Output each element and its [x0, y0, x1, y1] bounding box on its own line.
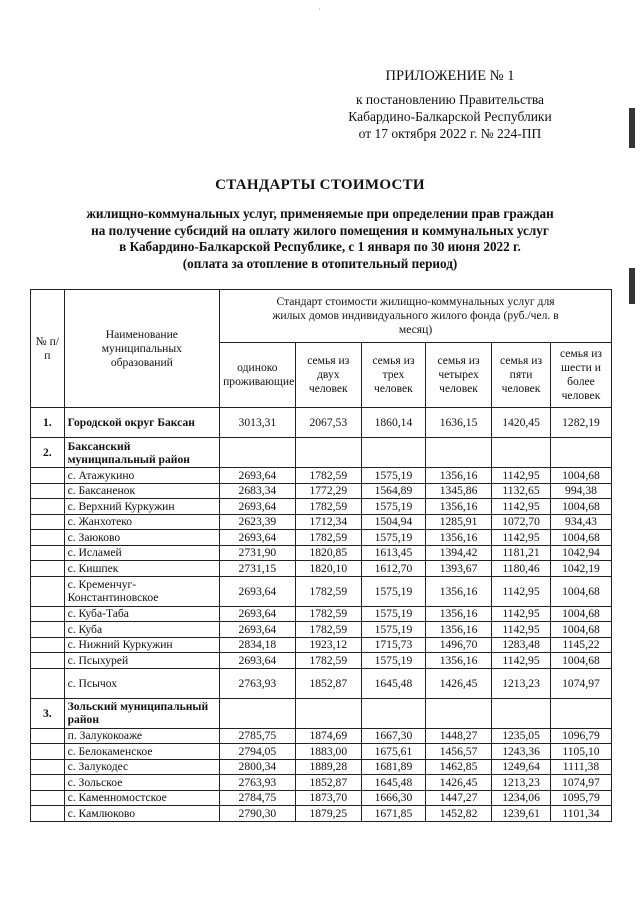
table-row — [31, 606, 612, 622]
cost-value: 1496,70 — [425, 637, 491, 653]
section-row — [31, 698, 612, 728]
appendix-label: ПРИЛОЖЕНИЕ № 1 — [385, 68, 515, 84]
municipality-name: Зольский муниципальный район — [64, 698, 219, 728]
cost-value — [550, 698, 611, 728]
standards-table — [30, 289, 612, 822]
cost-value: 1504,94 — [361, 514, 425, 530]
cost-value: 1042,94 — [550, 545, 611, 561]
table-row — [31, 759, 612, 775]
cost-value: 1820,10 — [295, 561, 361, 577]
col-header-family-2: семья из двух человек — [295, 343, 361, 408]
municipality-name: с. Псычох — [64, 668, 219, 698]
cost-value: 1356,16 — [425, 468, 491, 484]
cost-value: 1235,05 — [492, 728, 551, 744]
municipality-name: с. Баксаненок — [64, 483, 219, 499]
cost-value: 1074,97 — [550, 775, 611, 791]
cost-value: 1356,16 — [425, 576, 491, 606]
cost-value: 1564,89 — [361, 483, 425, 499]
cost-value: 1575,19 — [361, 653, 425, 669]
col-header-family-4: семья из четырех человек — [425, 343, 491, 408]
cost-value: 1234,06 — [492, 790, 551, 806]
cost-value: 1095,79 — [550, 790, 611, 806]
row-number — [31, 483, 65, 499]
cost-value: 1004,68 — [550, 622, 611, 638]
municipality-name: с. Зольское — [64, 775, 219, 791]
document-title: СТАНДАРТЫ СТОИМОСТИ — [215, 177, 425, 193]
row-number — [31, 576, 65, 606]
cost-value: 2763,93 — [220, 668, 296, 698]
municipality-name: с. Нижний Куркужин — [64, 637, 219, 653]
municipality-name: с. Залукодес — [64, 759, 219, 775]
cost-value: 2794,05 — [220, 744, 296, 760]
cost-value: 1575,19 — [361, 576, 425, 606]
cost-value: 1285,91 — [425, 514, 491, 530]
cost-value: 1345,86 — [425, 483, 491, 499]
row-number — [31, 775, 65, 791]
municipality-name: с. Жанхотеко — [64, 514, 219, 530]
cost-value: 1645,48 — [361, 775, 425, 791]
municipality-name: Баксанский муниципальный район — [64, 438, 219, 468]
cost-value: 2067,53 — [295, 408, 361, 438]
municipality-name: с. Камлюково — [64, 806, 219, 822]
cost-value: 1356,16 — [425, 606, 491, 622]
cost-value: 1782,59 — [295, 606, 361, 622]
document-subtitle — [40, 206, 600, 272]
row-number — [31, 668, 65, 698]
cost-value: 2784,75 — [220, 790, 296, 806]
municipality-name: с. Кременчуг-Константиновское — [64, 576, 219, 606]
cost-value: 1575,19 — [361, 468, 425, 484]
cost-value: 1782,59 — [295, 622, 361, 638]
municipality-name: с. Куба — [64, 622, 219, 638]
cost-value: 1447,27 — [425, 790, 491, 806]
cost-value: 1645,48 — [361, 668, 425, 698]
table-row — [31, 790, 612, 806]
row-number: 1. — [31, 408, 65, 438]
cost-value: 1004,68 — [550, 653, 611, 669]
col-header-family-5: семья из пяти человек — [492, 343, 551, 408]
appendix-header — [300, 68, 600, 142]
cost-value: 1782,59 — [295, 499, 361, 515]
cost-value: 1004,68 — [550, 576, 611, 606]
row-number — [31, 530, 65, 546]
cost-value: 2693,64 — [220, 468, 296, 484]
cost-value: 994,38 — [550, 483, 611, 499]
cost-value — [492, 698, 551, 728]
cost-value: 2785,75 — [220, 728, 296, 744]
subtitle-line: жилищно-коммунальных услуг, применяемые при определении прав граждан — [86, 206, 554, 221]
cost-value: 1852,87 — [295, 775, 361, 791]
cost-value: 1879,25 — [295, 806, 361, 822]
cost-value: 1394,42 — [425, 545, 491, 561]
cost-value: 1356,16 — [425, 653, 491, 669]
cost-value: 1004,68 — [550, 530, 611, 546]
municipality-name: с. Псыхурей — [64, 653, 219, 669]
cost-value: 1575,19 — [361, 622, 425, 638]
cost-value: 1243,36 — [492, 744, 551, 760]
cost-value: 1575,19 — [361, 606, 425, 622]
row-number — [31, 499, 65, 515]
cost-value — [295, 438, 361, 468]
scan-edge-mark — [629, 268, 635, 304]
row-number — [31, 606, 65, 622]
row-number — [31, 653, 65, 669]
cost-value — [550, 438, 611, 468]
table-row — [31, 775, 612, 791]
cost-value: 1782,59 — [295, 576, 361, 606]
municipality-name: п. Залукокоаже — [64, 728, 219, 744]
cost-value: 1883,00 — [295, 744, 361, 760]
cost-value — [295, 698, 361, 728]
cost-value: 1142,95 — [492, 606, 551, 622]
cost-value: 1675,61 — [361, 744, 425, 760]
cost-value: 1852,87 — [295, 668, 361, 698]
col-header-family-6: семья из шести и более человек — [550, 343, 611, 408]
table-row — [31, 468, 612, 484]
cost-value: 1142,95 — [492, 468, 551, 484]
cost-value: 1072,70 — [492, 514, 551, 530]
municipality-name: с. Атажукино — [64, 468, 219, 484]
cost-value — [492, 438, 551, 468]
cost-value: 1213,23 — [492, 775, 551, 791]
table-row — [31, 483, 612, 499]
col-header-group: Стандарт стоимости жилищно-коммунальных услуг для жилых домов индивидуального жилого фонда (руб./чел. в месяц) — [220, 290, 612, 343]
table-row — [31, 499, 612, 515]
cost-value: 3013,31 — [220, 408, 296, 438]
table-row — [31, 545, 612, 561]
municipality-name: с. Исламей — [64, 545, 219, 561]
subtitle-line: на получение субсидий на оплату жилого помещения и коммунальных услуг — [91, 222, 549, 238]
cost-value: 1004,68 — [550, 499, 611, 515]
table-row — [31, 653, 612, 669]
cost-value: 1096,79 — [550, 728, 611, 744]
row-number — [31, 545, 65, 561]
table-row — [31, 728, 612, 744]
row-number — [31, 790, 65, 806]
cost-value: 1356,16 — [425, 499, 491, 515]
cost-value: 1923,12 — [295, 637, 361, 653]
cost-value: 1180,46 — [492, 561, 551, 577]
cost-value: 1356,16 — [425, 622, 491, 638]
cost-value: 1456,57 — [425, 744, 491, 760]
cost-value — [361, 698, 425, 728]
row-number — [31, 561, 65, 577]
cost-value: 2693,64 — [220, 576, 296, 606]
cost-value: 1874,69 — [295, 728, 361, 744]
cost-value: 1612,70 — [361, 561, 425, 577]
cost-value: 2790,30 — [220, 806, 296, 822]
cost-value: 1042,19 — [550, 561, 611, 577]
cost-value: 1452,82 — [425, 806, 491, 822]
cost-value: 1213,23 — [492, 668, 551, 698]
cost-value: 1142,95 — [492, 499, 551, 515]
cost-value: 2693,64 — [220, 622, 296, 638]
municipality-name: с. Кишпек — [64, 561, 219, 577]
cost-value: 1820,85 — [295, 545, 361, 561]
subtitle-line: (оплата за отопление в отопительный период) — [182, 255, 458, 271]
col-header-family-3: семья из трех человек — [361, 343, 425, 408]
cost-value: 1873,70 — [295, 790, 361, 806]
cost-value: 2693,64 — [220, 499, 296, 515]
cost-value: 1889,28 — [295, 759, 361, 775]
cost-value: 1393,67 — [425, 561, 491, 577]
row-number — [31, 744, 65, 760]
table-body — [31, 408, 612, 822]
subtitle-line: в Кабардино-Балкарской Республике, с 1 января по 30 июня 2022 г. — [119, 239, 521, 254]
cost-value: 2731,15 — [220, 561, 296, 577]
cost-value: 1575,19 — [361, 530, 425, 546]
cost-value: 1142,95 — [492, 653, 551, 669]
row-number — [31, 728, 65, 744]
cost-value: 2623,39 — [220, 514, 296, 530]
col-header-number: № п/п — [31, 290, 65, 408]
table-row — [31, 744, 612, 760]
table-row — [31, 668, 612, 698]
municipality-name: с. Заюково — [64, 530, 219, 546]
row-number — [31, 759, 65, 775]
cost-value: 1283,48 — [492, 637, 551, 653]
table-row — [31, 561, 612, 577]
cost-value: 1782,59 — [295, 530, 361, 546]
cost-value: 1448,27 — [425, 728, 491, 744]
table-header — [31, 290, 612, 408]
table-row — [31, 637, 612, 653]
cost-value: 1426,45 — [425, 775, 491, 791]
row-number: 2. — [31, 438, 65, 468]
table-row — [31, 806, 612, 822]
municipality-name: Городской округ Баксан — [64, 408, 219, 438]
table-row — [31, 622, 612, 638]
cost-value: 1681,89 — [361, 759, 425, 775]
cost-value: 1772,29 — [295, 483, 361, 499]
row-number: 3. — [31, 698, 65, 728]
cost-value: 1782,59 — [295, 468, 361, 484]
table-row — [31, 530, 612, 546]
municipality-name: с. Куба-Таба — [64, 606, 219, 622]
cost-value: 2800,34 — [220, 759, 296, 775]
municipality-name: с. Верхний Куркужин — [64, 499, 219, 515]
cost-value: 1074,97 — [550, 668, 611, 698]
cost-value: 1671,85 — [361, 806, 425, 822]
cost-value: 1142,95 — [492, 622, 551, 638]
col-header-single: одиноко проживающие — [220, 343, 296, 408]
col-header-name: Наименование муниципальных образований — [64, 290, 219, 408]
cost-value: 1101,34 — [550, 806, 611, 822]
cost-value: 1426,45 — [425, 668, 491, 698]
cost-value: 1181,21 — [492, 545, 551, 561]
cost-value: 2693,64 — [220, 653, 296, 669]
cost-value: 1356,16 — [425, 530, 491, 546]
cost-value: 1145,22 — [550, 637, 611, 653]
cost-value: 1239,61 — [492, 806, 551, 822]
cost-value: 1782,59 — [295, 653, 361, 669]
row-number — [31, 514, 65, 530]
cost-value: 1667,30 — [361, 728, 425, 744]
cost-value: 1004,68 — [550, 468, 611, 484]
row-number — [31, 622, 65, 638]
cost-value — [220, 698, 296, 728]
cost-value: 1132,65 — [492, 483, 551, 499]
cost-value — [220, 438, 296, 468]
scan-edge-mark — [629, 108, 635, 148]
table-row — [31, 576, 612, 606]
cost-value: 1715,73 — [361, 637, 425, 653]
cost-value: 1712,34 — [295, 514, 361, 530]
cost-value: 1105,10 — [550, 744, 611, 760]
cost-value: 2693,64 — [220, 530, 296, 546]
cost-value: 2683,34 — [220, 483, 296, 499]
row-number — [31, 637, 65, 653]
section-row — [31, 408, 612, 438]
cost-value: 1420,45 — [492, 408, 551, 438]
cost-value: 2834,18 — [220, 637, 296, 653]
scan-mark: · — [318, 4, 321, 14]
cost-value — [425, 698, 491, 728]
cost-value: 1249,64 — [492, 759, 551, 775]
cost-value: 1666,30 — [361, 790, 425, 806]
cost-value: 2763,93 — [220, 775, 296, 791]
table-row — [31, 514, 612, 530]
cost-value: 1142,95 — [492, 576, 551, 606]
cost-value — [425, 438, 491, 468]
row-number — [31, 468, 65, 484]
cost-value: 1575,19 — [361, 499, 425, 515]
row-number — [31, 806, 65, 822]
cost-value: 1636,15 — [425, 408, 491, 438]
municipality-name: с. Каменномостское — [64, 790, 219, 806]
cost-value: 1462,85 — [425, 759, 491, 775]
cost-value: 1282,19 — [550, 408, 611, 438]
cost-value: 2693,64 — [220, 606, 296, 622]
section-row — [31, 438, 612, 468]
cost-value — [361, 438, 425, 468]
cost-value: 1111,38 — [550, 759, 611, 775]
decree-line: Кабардино-Балкарской Республики — [348, 109, 552, 124]
decree-date: от 17 октября 2022 г. № 224-ПП — [358, 126, 542, 141]
cost-value: 1860,14 — [361, 408, 425, 438]
decree-line: к постановлению Правительства — [355, 92, 545, 107]
cost-value: 1004,68 — [550, 606, 611, 622]
municipality-name: с. Белокаменское — [64, 744, 219, 760]
cost-value: 1142,95 — [492, 530, 551, 546]
cost-value: 1613,45 — [361, 545, 425, 561]
cost-value: 2731,90 — [220, 545, 296, 561]
cost-value: 934,43 — [550, 514, 611, 530]
